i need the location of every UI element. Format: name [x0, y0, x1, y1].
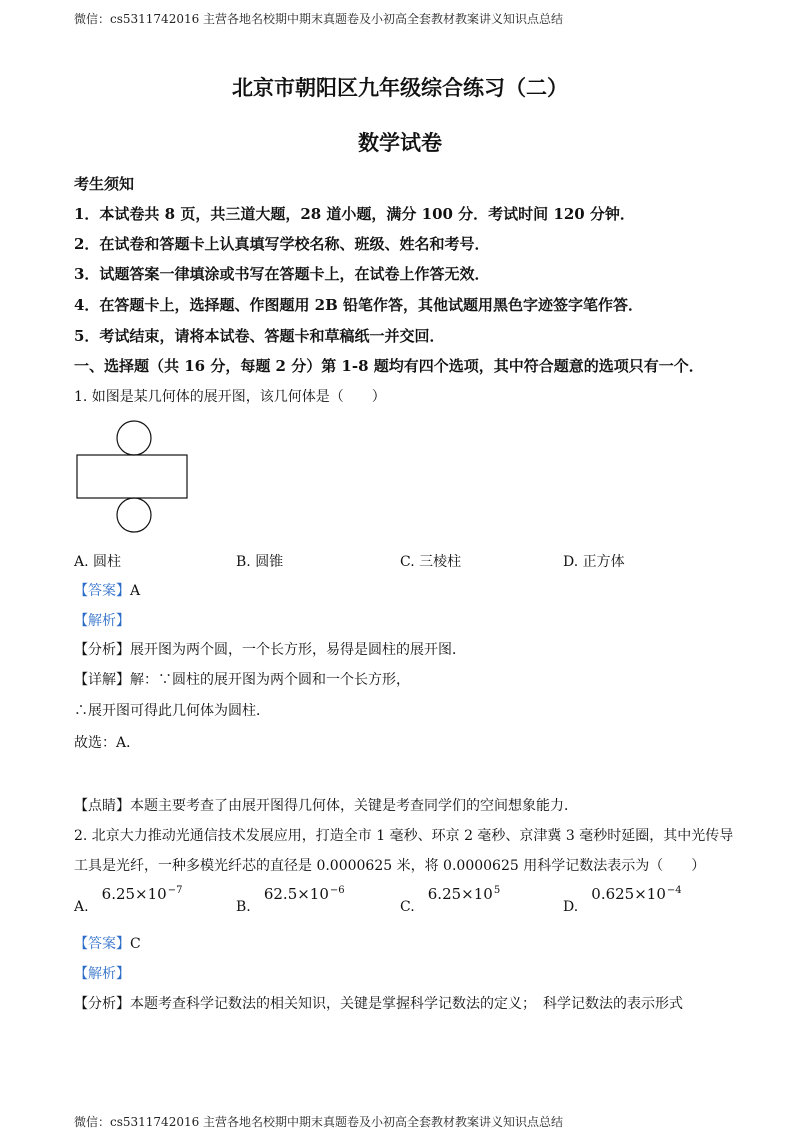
q1-stem: 1. 如图是某几何体的展开图，该几何体是（ ） — [74, 389, 386, 405]
q2-fenxi-text: 本题考查科学记数法的相关知识，关键是掌握科学记数法的定义； 科学记数法的表示形式 — [130, 996, 683, 1012]
notice-item-2: 2．在试卷和答题卡上认真填写学校名称、班级、姓名和考号． — [74, 235, 490, 253]
q1-option-c: C. 三棱柱 — [400, 554, 462, 570]
q1-xiangjie-label: 【详解】 — [74, 672, 130, 688]
q2-fenxi-label: 【分析】 — [74, 996, 130, 1012]
page-title: 北京市朝阳区九年级综合练习（二） — [232, 75, 568, 100]
notice-heading: 考生须知 — [74, 175, 135, 193]
net-top-circle — [117, 421, 151, 455]
q1-conclusion: ∴展开图可得此几何体为圆柱． — [74, 703, 270, 719]
net-bottom-circle — [117, 498, 151, 532]
q1-dianjing — [74, 795, 578, 815]
q1-fenxi-label: 【分析】 — [74, 642, 130, 658]
notice-item-1: 1．本试卷共 8 页，共三道大题，28 道小题，满分 100 分．考试时间 120 分钟． — [74, 205, 635, 223]
q2-option-d: D. $0.625\times 10^{-4}$ — [563, 885, 682, 915]
notice-item-4: 4．在答题卡上，选择题、作图题用 2B 铅笔作答，其他试题用黑色字迹签字笔作答． — [74, 296, 644, 314]
q1-answer-value: A — [130, 583, 141, 599]
q1-jiexi-label: 【解析】 — [74, 613, 130, 629]
q1-fenxi-text: 展开图为两个圆，一个长方形，易得是圆柱的展开图． — [130, 642, 466, 658]
net-rectangle — [77, 455, 187, 498]
cylinder-net-figure — [74, 420, 194, 536]
q2-stem-line-2: 工具是光纤，一种多模光纤芯的直径是 0.0000625 米，将 0.0000625 用科学记数法表示为（ ） — [74, 858, 706, 874]
section-heading: 一、选择题（共 16 分，每题 2 分）第 1-8 题均有四个选项，其中符合题意的选项只有一个． — [74, 357, 704, 375]
q1-answer-label: 【答案】 — [74, 583, 130, 599]
q1-option-a: A. 圆柱 — [74, 554, 122, 570]
page-footer: 微信：cs5311742016 主营各地名校期中期末真题卷及小初高全套教材教案讲义知识点总结 — [74, 1115, 564, 1129]
q2-fenxi — [74, 993, 683, 1013]
q1-xiangjie-text: 解：∵圆柱的展开图为两个圆和一个长方形， — [130, 672, 410, 688]
q1-choice: 故选：A． — [74, 735, 141, 751]
q2-answer — [74, 933, 141, 953]
q2-answer-value: C — [130, 936, 141, 952]
q1-answer — [74, 580, 140, 600]
q1-dianjing-label: 【点睛】 — [74, 798, 130, 814]
page-header: 微信：cs5311742016 主营各地名校期中期末真题卷及小初高全套教材教案讲义知识点总结 — [74, 12, 564, 26]
notice-item-3: 3．试题答案一律填涂或书写在答题卡上，在试卷上作答无效． — [74, 265, 490, 283]
q2-stem-line-1: 2. 北京大力推动光通信技术发展应用，打造全市 1 毫秒、环京 2 毫秒、京津冀 3 毫秒时延圈，其中光传导 — [74, 828, 734, 844]
q1-xiangjie — [74, 669, 410, 689]
q1-dianjing-text: 本题主要考查了由展开图得几何体，关键是考查同学们的空间想象能力． — [130, 798, 578, 814]
notice-item-5: 5．考试结束，请将本试卷、答题卡和草稿纸一并交回． — [74, 327, 445, 345]
q2-option-c: C. $6.25\times 10^5$ — [400, 885, 501, 915]
page-subtitle: 数学试卷 — [358, 130, 442, 155]
q2-jiexi-label: 【解析】 — [74, 966, 130, 982]
q2-option-a: A. $6.25\times 10^{-7}$ — [74, 885, 183, 915]
q1-option-d: D. 正方体 — [563, 554, 625, 570]
q1-option-b: B. 圆锥 — [236, 554, 284, 570]
q2-option-b: B. $62.5\times 10^{-6}$ — [236, 885, 345, 915]
q2-answer-label: 【答案】 — [74, 936, 130, 952]
q1-fenxi — [74, 639, 466, 659]
